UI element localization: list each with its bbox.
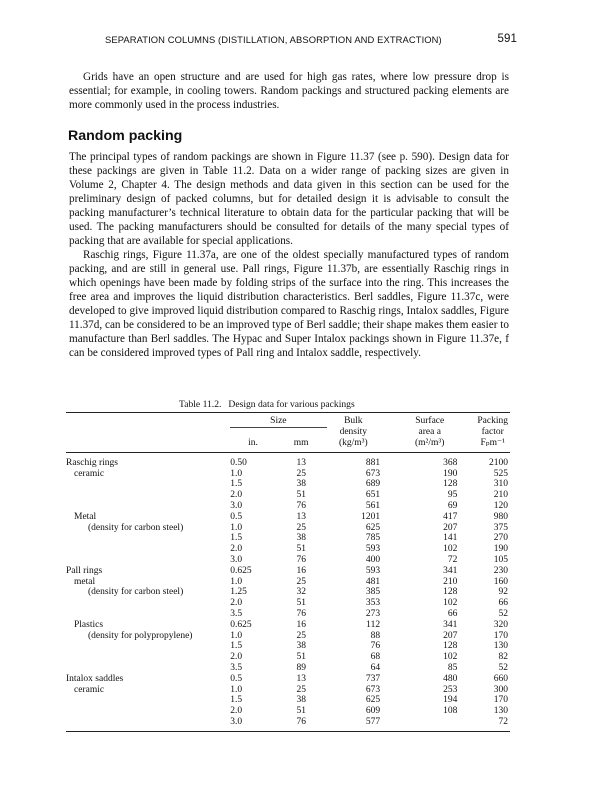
- table-row: [66, 501, 510, 512]
- cell-size-mm: 51: [296, 598, 306, 609]
- cell-bulk-density: 1201: [361, 511, 381, 522]
- cell-bulk-density: 561: [365, 501, 381, 512]
- cell-packing-factor: 320: [493, 619, 508, 630]
- table-caption: [179, 399, 355, 410]
- cell-packing-factor: 160: [493, 576, 508, 587]
- cell-bulk-density: 76: [370, 641, 381, 652]
- cell-packing-factor: 210: [493, 490, 508, 501]
- cell-size-in: 0.625: [230, 565, 252, 576]
- cell-size-mm: 25: [296, 630, 306, 641]
- row-label: ceramic: [74, 684, 105, 695]
- cell-size-in: 1.0: [230, 630, 243, 641]
- row-label: [66, 555, 230, 566]
- cell-bulk-density: 881: [365, 457, 381, 468]
- table-row: [66, 598, 510, 609]
- cell-packing-factor: 300: [493, 684, 508, 695]
- cell-packing-factor: 92: [498, 587, 508, 598]
- table-body: [66, 452, 510, 731]
- header-in: in.: [230, 438, 276, 452]
- table-row: [66, 674, 510, 685]
- cell-size-in: 1.25: [230, 587, 247, 598]
- cell-surface-area: 368: [443, 457, 458, 468]
- cell-size-mm: 38: [296, 533, 306, 544]
- table-row: [66, 609, 510, 620]
- cell-size-in: 1.0: [230, 522, 243, 533]
- cell-size-mm: 25: [296, 576, 306, 587]
- table-row: [66, 523, 510, 534]
- cell-surface-area: 69: [447, 501, 458, 512]
- cell-size-mm: 76: [296, 555, 306, 566]
- cell-surface-area: 194: [443, 695, 458, 706]
- cell-packing-factor: 270: [493, 533, 508, 544]
- cell-packing-factor: 190: [493, 544, 508, 555]
- cell-size-in: 2.0: [230, 706, 243, 717]
- section-heading: Random packing: [68, 128, 183, 144]
- cell-surface-area: 141: [443, 533, 458, 544]
- row-label: Intalox saddles: [66, 673, 124, 684]
- table-row: [66, 587, 510, 598]
- cell-size-in: 0.625: [230, 619, 252, 630]
- row-label: [66, 652, 230, 663]
- row-label: (density for polypropylene): [88, 630, 193, 641]
- cell-size-in: 1.5: [230, 533, 243, 544]
- cell-surface-area: 190: [443, 468, 458, 479]
- table-row: [66, 695, 510, 706]
- table-row: [66, 566, 510, 577]
- cell-size-in: 2.0: [230, 544, 243, 555]
- cell-size-in: 3.5: [230, 663, 243, 674]
- cell-packing-factor: 66: [498, 598, 508, 609]
- cell-packing-factor: 105: [493, 555, 508, 566]
- paragraph-grids: Grids have an open structure and are used for high gas rates, where low pressure drop is essential; for example, in cooling towers. Random packings and structured packing elements are more commonly used in the process industries.: [69, 71, 509, 111]
- cell-size-in: 1.5: [230, 695, 243, 706]
- cell-size-in: 1.0: [230, 576, 243, 587]
- header-pf-1: Packing: [477, 413, 510, 428]
- cell-size-mm: 13: [296, 457, 306, 468]
- cell-size-in: 3.0: [230, 501, 243, 512]
- row-label: [66, 490, 230, 501]
- cell-bulk-density: 273: [365, 609, 381, 620]
- cell-surface-area: 128: [443, 479, 458, 490]
- cell-bulk-density: 689: [365, 479, 381, 490]
- cell-size-in: 0.5: [230, 511, 243, 522]
- table-row: [66, 663, 510, 674]
- cell-surface-area: 102: [443, 544, 458, 555]
- row-label: ceramic: [74, 468, 105, 479]
- cell-bulk-density: 625: [365, 695, 381, 706]
- row-label: [66, 598, 230, 609]
- cell-size-mm: 51: [296, 706, 306, 717]
- cell-bulk-density: 673: [365, 684, 381, 695]
- table-row: [66, 641, 510, 652]
- cell-surface-area: 85: [447, 663, 458, 674]
- cell-size-mm: 25: [296, 684, 306, 695]
- table-row: [66, 533, 510, 544]
- header-pf-3: Fₚm⁻¹: [477, 438, 510, 452]
- cell-bulk-density: 651: [365, 490, 381, 501]
- page-number: 591: [497, 33, 517, 45]
- table-row: [66, 706, 510, 717]
- row-label: [66, 663, 230, 674]
- cell-packing-factor: 170: [493, 695, 508, 706]
- cell-surface-area: 108: [443, 706, 458, 717]
- table-row: [66, 620, 510, 631]
- table-row: [66, 512, 510, 523]
- cell-packing-factor: 980: [493, 511, 508, 522]
- header-mm: mm: [276, 438, 327, 452]
- row-label: [66, 695, 230, 706]
- table-row: [66, 544, 510, 555]
- table-row: [66, 631, 510, 642]
- cell-bulk-density: 88: [370, 630, 381, 641]
- row-label: [66, 533, 230, 544]
- cell-surface-area: 128: [443, 641, 458, 652]
- table-row: [66, 577, 510, 588]
- cell-bulk-density: 400: [365, 555, 381, 566]
- cell-bulk-density: 353: [365, 598, 381, 609]
- row-label: Metal: [74, 511, 97, 522]
- cell-size-mm: 38: [296, 479, 306, 490]
- cell-bulk-density: 481: [365, 576, 381, 587]
- header-area-2: area a: [418, 427, 441, 438]
- cell-size-mm: 76: [296, 609, 306, 620]
- cell-surface-area: 207: [443, 630, 458, 641]
- cell-size-mm: 16: [296, 619, 306, 630]
- row-label: Raschig rings: [66, 457, 118, 468]
- header-pf-2: factor: [481, 427, 504, 438]
- row-label: [66, 717, 230, 731]
- cell-size-mm: 76: [296, 501, 306, 512]
- row-label: [66, 479, 230, 490]
- cell-packing-factor: 375: [493, 522, 508, 533]
- cell-size-mm: 51: [296, 652, 306, 663]
- cell-size-in: 1.0: [230, 468, 243, 479]
- cell-bulk-density: 593: [365, 544, 381, 555]
- header-bulk-1: Bulk: [327, 413, 403, 428]
- cell-surface-area: 207: [443, 522, 458, 533]
- cell-size-in: 3.5: [230, 609, 243, 620]
- cell-size-in: 3.0: [230, 717, 276, 731]
- cell-bulk-density: 673: [365, 468, 381, 479]
- cell-packing-factor: 52: [498, 609, 508, 620]
- cell-size-mm: 16: [296, 565, 306, 576]
- row-label: (density for carbon steel): [88, 522, 184, 533]
- cell-surface-area: 72: [447, 555, 458, 566]
- paragraph-principal-types: The principal types of random packings are shown in Figure 11.37 (see p. 590). Design data for these packings are given in Table 11.2. Data on a wider range of packing sizes are given in Volume 2, Chapter 4. The design methods and data given in this section can be used for the preliminary design of packed columns, but for detailed design it is advisable to consult the packing manufacturer’s technical literature to obtain data for the particular packing that will be used. The packing manufacturers should be consulted for details of the many special types of packing that are available for special applications.: [69, 151, 509, 247]
- table-row: [66, 479, 510, 490]
- cell-packing-factor: 660: [493, 673, 508, 684]
- cell-surface-area: 341: [443, 619, 458, 630]
- table-row: [66, 555, 510, 566]
- cell-size-mm: 13: [296, 673, 306, 684]
- cell-bulk-density: 593: [365, 565, 381, 576]
- cell-size-in: 3.0: [230, 555, 243, 566]
- cell-surface-area: 341: [443, 565, 458, 576]
- row-label: metal: [74, 576, 96, 587]
- design-data-table: [66, 412, 510, 732]
- row-label: [66, 609, 230, 620]
- table-number: Table 11.2.: [179, 399, 222, 410]
- row-label: [66, 544, 230, 555]
- cell-size-in: 2.0: [230, 652, 243, 663]
- table-row: [66, 717, 510, 731]
- cell-packing-factor: 130: [493, 706, 508, 717]
- cell-surface-area: 417: [443, 511, 458, 522]
- cell-size-in: 2.0: [230, 490, 243, 501]
- cell-packing-factor: 2100: [489, 457, 508, 468]
- header-bulk-2: density: [339, 427, 368, 438]
- cell-bulk-density: 625: [365, 522, 381, 533]
- cell-bulk-density: 385: [365, 587, 381, 598]
- cell-packing-factor: 525: [493, 468, 508, 479]
- cell-bulk-density: 577: [327, 717, 403, 731]
- cell-size-mm: 51: [296, 490, 306, 501]
- row-label: Plastics: [74, 619, 104, 630]
- row-label: (density for carbon steel): [88, 587, 184, 598]
- table-row: [66, 490, 510, 501]
- cell-packing-factor: 82: [498, 652, 508, 663]
- header-bulk-3: (kg/m³): [327, 438, 403, 452]
- cell-size-mm: 51: [296, 544, 306, 555]
- cell-size-in: 0.50: [230, 457, 247, 468]
- cell-surface-area: 66: [447, 609, 458, 620]
- cell-surface-area: 210: [443, 576, 458, 587]
- cell-size-mm: 89: [296, 663, 306, 674]
- cell-size-mm: 13: [296, 511, 306, 522]
- cell-size-in: 0.5: [230, 673, 243, 684]
- cell-bulk-density: 609: [365, 706, 381, 717]
- cell-size-in: 1.0: [230, 684, 243, 695]
- cell-packing-factor: 230: [493, 565, 508, 576]
- paragraph-raschig-rings: Raschig rings, Figure 11.37a, are one of the oldest specially manufactured types of random packing, and are still in general use. Pall rings, Figure 11.37b, are essentially Raschig rings in which openings have been made by folding strips of the surface into the ring. This increases the free area and improves the liquid distribution characteristics. Berl saddles, Figure 11.37c, were developed to give improved liquid distribution compared to Raschig rings, Intalox saddles, Figure 11.37d, can be considered to be an improved type of Berl saddle; their shape makes them easier to manufacture than Berl saddles. The Hypac and Super Intalox packings shown in Figure 11.37e, f can be considered improved types of Pall ring and Intalox saddle, respectively.: [69, 249, 509, 359]
- cell-surface-area: 95: [447, 490, 458, 501]
- cell-surface-area: 128: [443, 587, 458, 598]
- cell-size-mm: 38: [296, 641, 306, 652]
- cell-size-mm: 38: [296, 695, 306, 706]
- table-row: [66, 652, 510, 663]
- header-area-1: Surface: [402, 413, 477, 428]
- cell-bulk-density: 785: [365, 533, 381, 544]
- cell-surface-area: 253: [443, 684, 458, 695]
- cell-bulk-density: 68: [370, 652, 381, 663]
- cell-bulk-density: 112: [366, 619, 381, 630]
- table-row: [66, 469, 510, 480]
- cell-packing-factor: 72: [477, 717, 510, 731]
- cell-bulk-density: 64: [370, 663, 381, 674]
- cell-packing-factor: 130: [493, 641, 508, 652]
- row-label: [66, 501, 230, 512]
- header-area-3: (m²/m³): [402, 438, 477, 452]
- cell-packing-factor: 170: [493, 630, 508, 641]
- cell-surface-area: 102: [443, 598, 458, 609]
- table-row: [66, 452, 510, 468]
- cell-bulk-density: 737: [365, 673, 381, 684]
- cell-packing-factor: 120: [493, 501, 508, 512]
- cell-packing-factor: 310: [493, 479, 508, 490]
- cell-size-in: 2.0: [230, 598, 243, 609]
- cell-surface-area: [402, 717, 477, 731]
- cell-size-mm: 25: [296, 522, 306, 533]
- cell-surface-area: 102: [443, 652, 458, 663]
- cell-surface-area: 480: [443, 673, 458, 684]
- cell-packing-factor: 52: [498, 663, 508, 674]
- cell-size-mm: 32: [296, 587, 306, 598]
- table-caption-text: Design data for various packings: [228, 399, 355, 410]
- header-size: Size: [230, 413, 326, 428]
- cell-size-mm: 76: [276, 717, 327, 731]
- running-title: SEPARATION COLUMNS (DISTILLATION, ABSORPTION AND EXTRACTION): [105, 34, 442, 45]
- cell-size-in: 1.5: [230, 479, 243, 490]
- table-row: [66, 685, 510, 696]
- row-label: [66, 706, 230, 717]
- row-label: Pall rings: [66, 565, 103, 576]
- cell-size-mm: 25: [296, 468, 306, 479]
- row-label: [66, 641, 230, 652]
- cell-size-in: 1.5: [230, 641, 243, 652]
